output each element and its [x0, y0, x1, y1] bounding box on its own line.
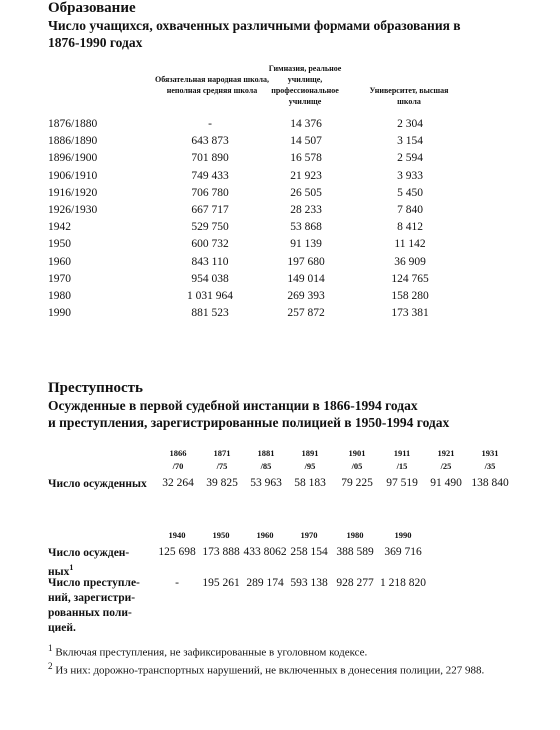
row-period: 1970 [48, 272, 71, 285]
year-header-top: 1901 [348, 448, 366, 458]
cell-gymnasium: 26 505 [290, 186, 322, 199]
cell-school: 954 038 [191, 272, 229, 285]
cell-gymnasium: 197 680 [287, 255, 325, 268]
row-label-convicted-line1: Число осужден- [48, 547, 130, 559]
year-header-bottom: /15 [396, 461, 408, 471]
year-header-top: 1931 [481, 448, 499, 458]
footnote-1 [48, 643, 367, 659]
cell-convicted: 258 154 [290, 546, 328, 558]
column-header-gymnasium: Гимназия, реальное училище, профессиональное училище [268, 64, 342, 106]
row-period: 1876/1880 [48, 118, 98, 130]
footnote-2-mark: 2 [48, 661, 53, 671]
row-period: 1950 [48, 238, 71, 251]
cell-university: 11 142 [394, 238, 426, 251]
cell-school: 706 780 [191, 186, 229, 199]
footnote-ref-1: 1 [69, 563, 74, 572]
year-header: 1960 [256, 530, 274, 540]
row-period: 1960 [48, 255, 71, 268]
crime-subtitle-line2: и преступления, зарегистрированные полицией в 1950-1994 годах [48, 415, 450, 430]
cell-convicted: 433 8062 [243, 546, 287, 558]
cell-university: 173 381 [391, 307, 429, 320]
cell-school: 600 732 [191, 238, 229, 251]
cell-convicted: 173 888 [202, 546, 240, 558]
education-title: Образование [48, 0, 136, 16]
cell-gymnasium: 21 923 [290, 169, 322, 182]
year-header-bottom: /25 [440, 461, 452, 471]
cell-school: - [208, 118, 212, 130]
cell-school: 881 523 [191, 307, 229, 320]
cell-registered: 593 138 [290, 577, 328, 589]
row-label-registered-line: ний, зарегистри- [48, 592, 136, 604]
cell-gymnasium: 16 578 [290, 152, 322, 165]
cell-gymnasium: 257 872 [287, 307, 325, 320]
year-header: 1940 [168, 530, 186, 540]
row-label-registered-line: Число преступле- [48, 577, 140, 589]
cell-registered: 928 277 [336, 577, 374, 589]
cell-gymnasium: 14 507 [290, 135, 322, 148]
footnote-2-text: Из них: дорожно-транспортных нарушений, не включенных в донесения полиции, 227 988. [55, 664, 485, 677]
cell-university: 7 840 [397, 204, 423, 216]
year-header-bottom: /35 [484, 461, 496, 471]
cell-gymnasium: 14 376 [290, 118, 322, 130]
cell-convicted: 32 264 [162, 477, 194, 489]
cell-school: 1 031 964 [187, 290, 233, 302]
cell-university: 8 412 [397, 221, 423, 234]
cell-school: 701 890 [191, 152, 229, 165]
cell-convicted: 369 716 [384, 546, 422, 558]
cell-school: 749 433 [191, 169, 229, 182]
year-header: 1990 [394, 530, 412, 540]
year-header-bottom: /70 [172, 461, 184, 471]
cell-convicted: 388 589 [336, 546, 374, 558]
row-label-convicted-line2-text: ных [48, 565, 70, 578]
education-subtitle-line1: Число учащихся, охваченных различными формами образования в [48, 18, 461, 33]
cell-gymnasium: 91 139 [290, 238, 322, 251]
year-header: 1980 [346, 530, 364, 540]
row-label-convicted: Число осужденных [48, 478, 147, 490]
cell-gymnasium: 269 393 [287, 290, 325, 302]
cell-gymnasium: 149 014 [287, 272, 325, 285]
cell-school: 843 110 [191, 255, 229, 268]
year-header-top: 1881 [257, 448, 275, 458]
row-period: 1980 [48, 290, 71, 302]
cell-gymnasium: 53 868 [290, 221, 322, 234]
cell-school: 667 717 [191, 204, 229, 216]
row-label-registered-line: цией. [48, 622, 76, 634]
year-header: 1970 [300, 530, 318, 540]
row-period: 1916/1920 [48, 186, 98, 199]
cell-university: 3 154 [397, 135, 423, 148]
year-header-top: 1911 [393, 448, 411, 458]
row-period: 1990 [48, 307, 71, 320]
year-header-bottom: /85 [260, 461, 272, 471]
crime-title: Преступность [48, 380, 143, 396]
education-subtitle-line2: 1876-1990 годах [48, 35, 143, 50]
year-header-bottom: /95 [304, 461, 316, 471]
cell-university: 3 933 [397, 169, 423, 182]
cell-registered: 195 261 [202, 577, 240, 589]
cell-convicted: 125 698 [158, 546, 196, 558]
cell-convicted: 97 519 [386, 477, 418, 489]
year-header-top: 1866 [169, 448, 187, 458]
cell-registered: 289 174 [246, 577, 284, 589]
row-period: 1886/1890 [48, 135, 98, 148]
row-label-registered-line: рованных поли- [48, 607, 132, 619]
cell-gymnasium: 28 233 [290, 204, 322, 216]
cell-convicted: 39 825 [206, 477, 238, 489]
row-period: 1896/1900 [48, 152, 98, 165]
year-header-top: 1891 [301, 448, 319, 458]
cell-school: 529 750 [191, 221, 229, 234]
cell-convicted: 79 225 [341, 477, 373, 489]
column-header-school: Обязательная народная школа, неполная средняя школа [155, 75, 269, 95]
cell-school: 643 873 [191, 135, 229, 148]
year-header-bottom: /05 [351, 461, 363, 471]
cell-university: 124 765 [391, 272, 429, 285]
cell-convicted: 138 840 [471, 477, 509, 489]
year-header: 1950 [212, 530, 230, 540]
cell-university: 36 909 [394, 255, 426, 268]
cell-convicted: 91 490 [430, 477, 462, 489]
cell-convicted: 58 183 [294, 477, 326, 489]
cell-university: 2 594 [397, 152, 423, 165]
row-period: 1906/1910 [48, 169, 98, 182]
crime-subtitle-line1: Осужденные в первой судебной инстанции в 1866-1994 годах [48, 398, 418, 413]
cell-registered: - [175, 577, 179, 589]
cell-university: 5 450 [397, 186, 423, 199]
footnote-1-mark: 1 [48, 643, 53, 653]
cell-university: 2 304 [397, 118, 423, 130]
year-header-top: 1871 [213, 448, 231, 458]
year-header-top: 1921 [437, 448, 455, 458]
cell-registered: 1 218 820 [380, 577, 426, 589]
cell-convicted: 53 963 [250, 477, 282, 489]
row-period: 1942 [48, 221, 71, 234]
cell-university: 158 280 [391, 290, 429, 302]
footnote-1-text: Включая преступления, не зафиксированные в уголовном кодексе. [55, 646, 368, 659]
year-header-bottom: /75 [216, 461, 228, 471]
column-header-university: Университет, высшая школа [369, 86, 449, 106]
footnote-2 [48, 661, 484, 677]
row-period: 1926/1930 [48, 204, 98, 216]
